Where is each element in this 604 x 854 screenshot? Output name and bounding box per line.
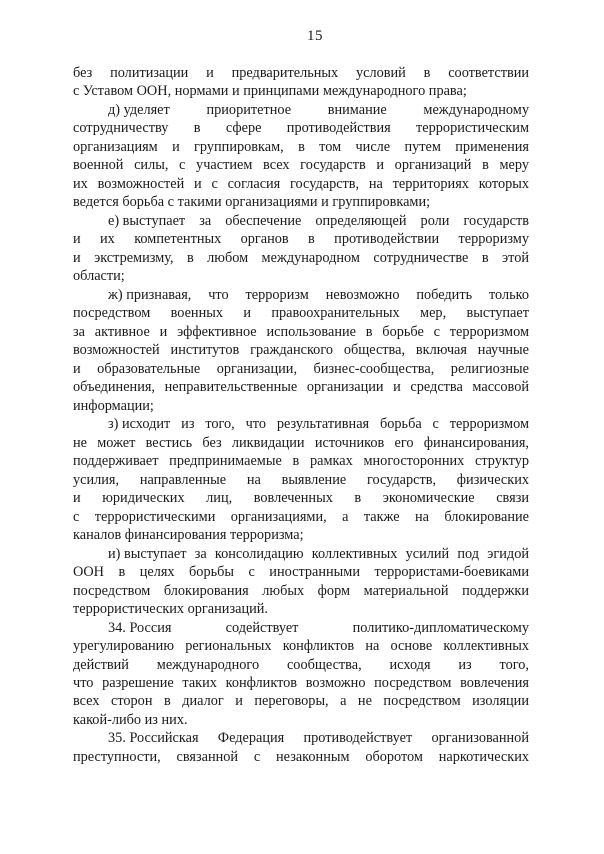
text-block: [73, 64, 529, 766]
text-line: каналов финансирования терроризма;: [73, 527, 304, 544]
paragraph: [73, 286, 529, 415]
paragraph: [73, 101, 529, 212]
page-number: 15: [307, 28, 323, 44]
text-line: урегулированию региональных конфликтов на основе коллективных: [73, 638, 529, 655]
text-line: и экстремизму, в любом международном сотрудничестве в этой: [73, 249, 529, 266]
text-line: с Уставом ООН, нормами и принципами международного права;: [73, 83, 467, 100]
list-marker: и) выступает: [108, 545, 187, 562]
paragraph: [73, 729, 529, 766]
text-line: области;: [73, 268, 125, 285]
text-line: посредством военных и правоохранительных мер, выступает: [73, 305, 529, 322]
text-line: з) исходит из того, что результативная борьба с терроризмом: [108, 416, 529, 433]
text-line: 34. Россия содействует политико-дипломатическому: [108, 619, 529, 636]
paragraph: [73, 545, 529, 619]
text-line: возможностей институтов гражданского общества, включая научные: [73, 342, 529, 359]
text-line: е) выступает за обеспечение определяющей роли государств: [108, 212, 529, 229]
list-marker: з) исходит: [108, 416, 171, 433]
text-line: посредством блокирования любых форм материальной поддержки: [73, 582, 529, 599]
text-line: 35. Российская Федерация противодействует организованной: [108, 730, 529, 747]
list-marker: 35. Российская: [108, 730, 199, 747]
paragraph: [73, 212, 529, 286]
text-line: действий международного сообщества, исходя из того,: [73, 656, 529, 673]
text-line: ж) признавая, что терроризм невозможно победить только: [108, 286, 529, 303]
text-line: и образовательные организации, бизнес-сообщества, религиозные: [73, 360, 529, 377]
paragraph: [73, 64, 529, 101]
text-line: информации;: [73, 397, 154, 414]
text-line: преступности, связанной с незаконным оборотом наркотических: [73, 748, 529, 765]
text-line: их возможностей и с согласия государств, на территориях которых: [73, 175, 529, 192]
text-line: сотрудничеству в сфере противодействия террористическим: [73, 120, 529, 137]
text-line: не может вестись без ликвидации источников его финансирования,: [73, 434, 529, 451]
text-line: без политизации и предварительных условий в соответствии: [73, 65, 529, 81]
list-marker: е) выступает: [108, 212, 186, 229]
text-line: и юридических лиц, вовлеченных в экономические связи: [73, 490, 529, 507]
text-line: за активное и эффективное использование в борьбе с терроризмом: [73, 323, 529, 340]
text-line: что разрешение таких конфликтов возможно посредством вовлечения: [73, 674, 529, 691]
list-marker: д) уделяет: [108, 101, 170, 118]
text-line: военной силы, с участием всех государств и организаций в меру: [73, 157, 529, 174]
text-line: террористических организаций.: [73, 601, 268, 618]
text-line: и) выступает за консолидацию коллективных усилий под эгидой: [108, 545, 529, 562]
paragraph: [73, 415, 529, 544]
text-line: д) уделяет приоритетное внимание международному: [108, 101, 529, 118]
text-line: и их компетентных органов в противодействии терроризму: [73, 231, 529, 248]
list-marker: ж) признавая,: [108, 286, 192, 303]
text-line: ООН в целях борьбы с иностранными террористами-боевиками: [73, 564, 529, 581]
paragraph: [73, 619, 529, 730]
text-line: ведется борьба с такими организациями и группировками;: [73, 194, 431, 211]
text-line: поддерживает предпринимаемые в рамках многосторонних структур: [73, 453, 529, 470]
text-line: организациям и группировкам, в том числе путем применения: [73, 138, 529, 155]
list-marker: 34. Россия: [108, 619, 172, 636]
text-line: с террористическими организациями, а также на блокирование: [73, 508, 529, 525]
text-line: всех сторон в диалог и переговоры, а не посредством изоляции: [73, 693, 529, 710]
text-line: какой-либо из них.: [73, 711, 188, 728]
text-line: усилия, направленные на выявление государств, физических: [73, 471, 529, 488]
text-line: объединения, неправительственные организации и средства массовой: [73, 379, 529, 396]
